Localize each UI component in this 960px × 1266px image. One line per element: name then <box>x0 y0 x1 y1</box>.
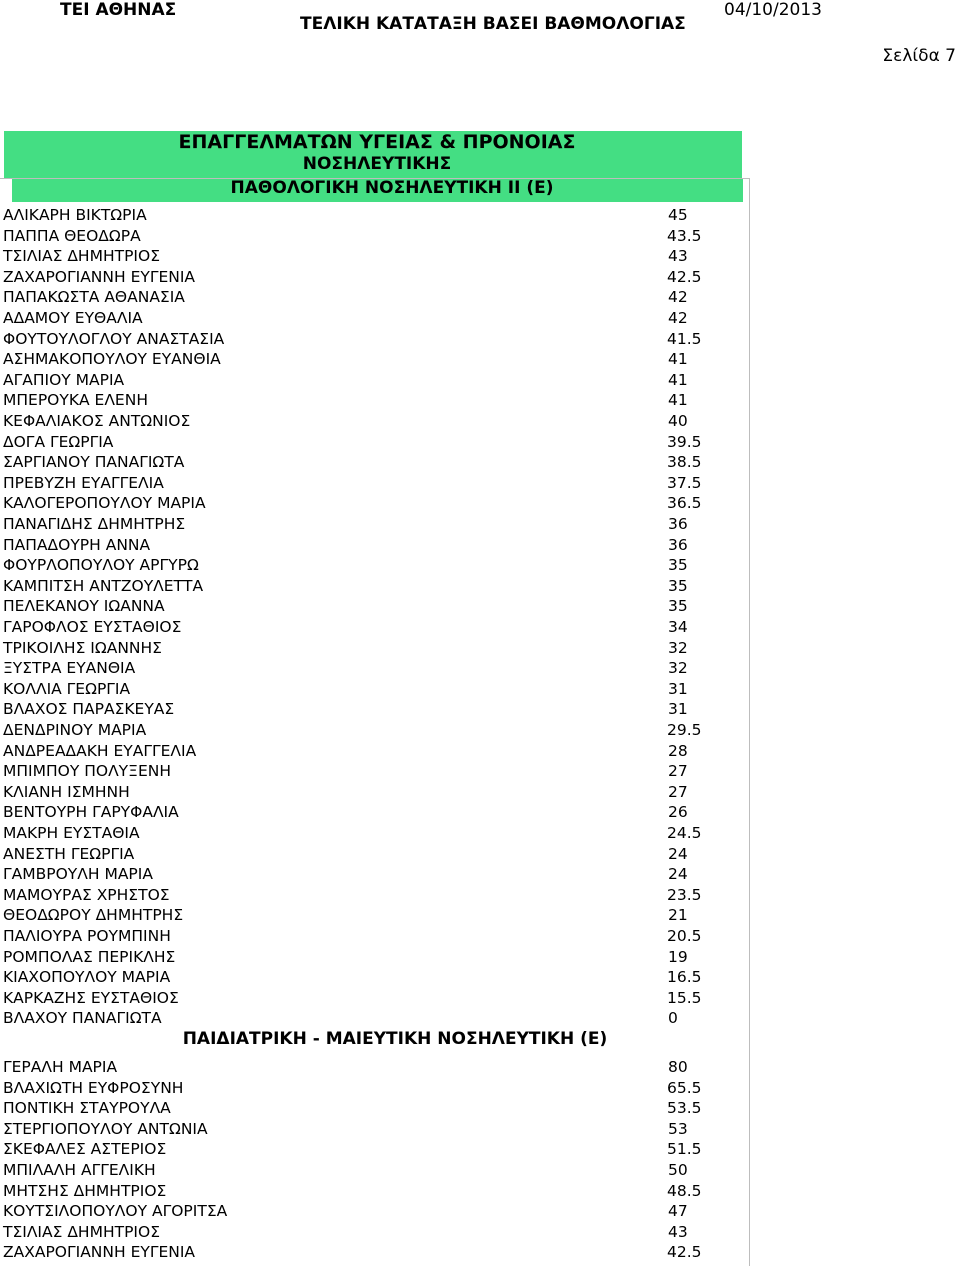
student-score: 35 <box>668 577 688 595</box>
student-score: 32 <box>668 639 688 657</box>
student-score: 21 <box>668 906 688 924</box>
student-name: ΜΗΤΣΗΣ ΔΗΜΗΤΡΙΟΣ <box>3 1182 167 1200</box>
student-score: 34 <box>668 618 688 636</box>
student-name: ΖΑΧΑΡΟΓΙΑΝΝΗ ΕΥΓΕΝΙΑ <box>3 1243 196 1261</box>
table-row <box>0 1099 750 1119</box>
student-score: 35 <box>668 556 688 574</box>
table-row <box>0 206 750 226</box>
student-name: ΓΕΡΑΛΗ ΜΑΡΙΑ <box>3 1058 118 1076</box>
table-row <box>0 680 750 700</box>
student-name: ΚΟΛΛΙΑ ΓΕΩΡΓΙΑ <box>3 680 131 698</box>
student-score: 19 <box>668 948 688 966</box>
student-name: ΣΤΕΡΓΙΟΠΟΥΛΟΥ ΑΝΤΩΝΙΑ <box>3 1120 208 1138</box>
student-name: ΘΕΟΔΩΡΟΥ ΔΗΜΗΤΡΗΣ <box>3 906 184 924</box>
student-name: ΜΠΙΛΑΛΗ ΑΓΓΕΛΙΚΗ <box>3 1161 156 1179</box>
table-row <box>0 494 750 514</box>
student-score: 43 <box>668 247 688 265</box>
student-score: 45 <box>668 206 688 224</box>
student-name: ΑΔΑΜΟΥ ΕΥΘΑΛΙΑ <box>3 309 143 327</box>
student-score: 31 <box>668 700 688 718</box>
student-score: 65.5 <box>667 1079 702 1097</box>
student-score: 32 <box>668 659 688 677</box>
table-row <box>0 474 750 494</box>
table-row <box>0 350 750 370</box>
student-name: ΑΝΔΡΕΑΔΑΚΗ ΕΥΑΓΓΕΛΙΑ <box>3 742 197 760</box>
student-score: 42.5 <box>667 268 702 286</box>
student-score: 47 <box>668 1202 688 1220</box>
table-row <box>0 247 750 267</box>
table-row <box>0 639 750 659</box>
student-name: ΓΑΡΟΦΛΟΣ ΕΥΣΤΑΘΙΟΣ <box>3 618 182 636</box>
student-name: ΠΑΠΑΚΩΣΤΑ ΑΘΑΝΑΣΙΑ <box>3 288 185 306</box>
table-row <box>0 1079 750 1099</box>
student-score: 41.5 <box>667 330 702 348</box>
student-score: 50 <box>668 1161 688 1179</box>
table-row <box>0 268 750 288</box>
student-name: ΦΟΥΡΛΟΠΟΥΛΟΥ ΑΡΓΥΡΩ <box>3 556 199 574</box>
student-name: ΚΙΑΧΟΠΟΥΛΟΥ ΜΑΡΙΑ <box>3 968 171 986</box>
student-score: 51.5 <box>667 1140 702 1158</box>
student-name: ΜΠΕΡΟΥΚΑ ΕΛΕΝΗ <box>3 391 148 409</box>
table-row <box>0 453 750 473</box>
student-score: 27 <box>668 783 688 801</box>
student-name: ΚΕΦΑΛΙΑΚΟΣ ΑΝΤΩΝΙΟΣ <box>3 412 191 430</box>
student-name: ΒΛΑΧΙΩΤΗ ΕΥΦΡΟΣΥΝΗ <box>3 1079 184 1097</box>
table-row <box>0 824 750 844</box>
student-name: ΔΕΝΔΡΙΝΟΥ ΜΑΡΙΑ <box>3 721 147 739</box>
table-row <box>0 1120 750 1140</box>
table-row <box>0 577 750 597</box>
student-score: 43 <box>668 1223 688 1241</box>
faculty-title: ΕΠΑΓΓΕΛΜΑΤΩΝ ΥΓΕΙΑΣ & ΠΡΟΝΟΙΑΣ <box>178 131 576 153</box>
student-name: ΔΟΓΑ ΓΕΩΡΓΙΑ <box>3 433 114 451</box>
student-score: 43.5 <box>667 227 702 245</box>
student-score: 26 <box>668 803 688 821</box>
student-score: 39.5 <box>667 433 702 451</box>
student-name: ΜΠΙΜΠΟΥ ΠΟΛΥΞΕΝΗ <box>3 762 171 780</box>
student-name: ΑΓΑΠΙΟΥ ΜΑΡΙΑ <box>3 371 125 389</box>
student-name: ΣΑΡΓΙΑΝΟΥ ΠΑΝΑΓΙΩΤΑ <box>3 453 185 471</box>
student-score: 41 <box>668 371 688 389</box>
student-score: 41 <box>668 391 688 409</box>
student-score: 80 <box>668 1058 688 1076</box>
student-score: 41 <box>668 350 688 368</box>
student-name: ΒΛΑΧΟΥ ΠΑΝΑΓΙΩΤΑ <box>3 1009 162 1027</box>
student-score: 27 <box>668 762 688 780</box>
table-row <box>0 968 750 988</box>
table-row <box>0 618 750 638</box>
student-name: ΠΑΠΑΔΟΥΡΗ ΑΝΝΑ <box>3 536 151 554</box>
student-name: ΠΕΛΕΚΑΝΟΥ ΙΩΑΝΝΑ <box>3 597 165 615</box>
table-row <box>0 515 750 535</box>
table-row <box>0 1182 750 1202</box>
student-score: 36.5 <box>667 494 702 512</box>
table-row <box>0 721 750 741</box>
student-name: ΚΑΜΠΙΤΣΗ ΑΝΤΖΟΥΛΕΤΤΑ <box>3 577 204 595</box>
student-score: 15.5 <box>667 989 702 1007</box>
table-row <box>0 865 750 885</box>
table-row <box>0 371 750 391</box>
table-row <box>0 700 750 720</box>
table-row <box>0 659 750 679</box>
table-row <box>0 309 750 329</box>
table-row <box>0 433 750 453</box>
report-date: 04/10/2013 <box>724 0 822 20</box>
student-score: 23.5 <box>667 886 702 904</box>
student-score: 53.5 <box>667 1099 702 1117</box>
table-row <box>0 536 750 556</box>
table-row <box>0 1223 750 1243</box>
table-row <box>0 556 750 576</box>
student-score: 48.5 <box>667 1182 702 1200</box>
table-row <box>0 845 750 865</box>
table-row <box>0 1161 750 1181</box>
student-score: 24 <box>668 865 688 883</box>
table-row <box>0 906 750 926</box>
student-score: 0 <box>668 1009 678 1027</box>
page-number: Σελίδα 7 <box>882 46 956 66</box>
student-score: 38.5 <box>667 453 702 471</box>
table-row <box>0 886 750 906</box>
student-score: 31 <box>668 680 688 698</box>
student-name: ΚΛΙΑΝΗ ΙΣΜΗΝΗ <box>3 783 130 801</box>
student-score: 20.5 <box>667 927 702 945</box>
student-score: 29.5 <box>667 721 702 739</box>
table-row <box>0 1009 750 1029</box>
student-score: 36 <box>668 515 688 533</box>
student-name: ΜΑΚΡΗ ΕΥΣΤΑΘΙΑ <box>3 824 140 842</box>
table-row <box>0 948 750 968</box>
table-row <box>0 742 750 762</box>
student-name: ΠΑΠΠΑ ΘΕΟΔΩΡΑ <box>3 227 141 245</box>
student-name: ΤΣΙΛΙΑΣ ΔΗΜΗΤΡΙΟΣ <box>3 1223 160 1241</box>
student-name: ΚΑΛΟΓΕΡΟΠΟΥΛΟΥ ΜΑΡΙΑ <box>3 494 206 512</box>
student-name: ΠΟΝΤΙΚΗ ΣΤΑΥΡΟΥΛΑ <box>3 1099 171 1117</box>
student-name: ΒΕΝΤΟΥΡΗ ΓΑΡΥΦΑΛΙΑ <box>3 803 179 821</box>
table-row <box>0 597 750 617</box>
student-score: 53 <box>668 1120 688 1138</box>
student-name: ΜΑΜΟΥΡΑΣ ΧΡΗΣΤΟΣ <box>3 886 170 904</box>
student-name: ΚΑΡΚΑΖΗΣ ΕΥΣΤΑΘΙΟΣ <box>3 989 179 1007</box>
student-name: ΡΟΜΠΟΛΑΣ ΠΕΡΙΚΛΗΣ <box>3 948 176 966</box>
student-name: ΤΡΙΚΟΙΛΗΣ ΙΩΑΝΝΗΣ <box>3 639 162 657</box>
section-title: ΠΑΙΔΙΑΤΡΙΚΗ - ΜΑΙΕΥΤΙΚΗ ΝΟΣΗΛΕΥΤΙΚΗ (Ε) <box>182 1029 608 1049</box>
table-row <box>0 288 750 308</box>
student-score: 24 <box>668 845 688 863</box>
student-name: ΠΑΛΙΟΥΡΑ ΡΟΥΜΠΙΝΗ <box>3 927 171 945</box>
student-name: ΞΥΣΤΡΑ ΕΥΑΝΘΙΑ <box>3 659 136 677</box>
student-score: 16.5 <box>667 968 702 986</box>
student-name: ΣΚΕΦΑΛΕΣ ΑΣΤΕΡΙΟΣ <box>3 1140 167 1158</box>
student-score: 40 <box>668 412 688 430</box>
table-row <box>0 391 750 411</box>
student-name: ΒΛΑΧΟΣ ΠΑΡΑΣΚΕΥΑΣ <box>3 700 175 718</box>
student-score: 42 <box>668 288 688 306</box>
student-name: ΤΣΙΛΙΑΣ ΔΗΜΗΤΡΙΟΣ <box>3 247 160 265</box>
student-score: 42.5 <box>667 1243 702 1261</box>
table-row <box>0 227 750 247</box>
student-name: ΦΟΥΤΟΥΛΟΓΛΟΥ ΑΝΑΣΤΑΣΙΑ <box>3 330 225 348</box>
student-name: ΠΡΕΒΥΖΗ ΕΥΑΓΓΕΛΙΑ <box>3 474 164 492</box>
table-row <box>0 989 750 1009</box>
table-row <box>0 762 750 782</box>
student-name: ΓΑΜΒΡΟΥΛΗ ΜΑΡΙΑ <box>3 865 153 883</box>
student-name: ΑΣΗΜΑΚΟΠΟΥΛΟΥ ΕΥΑΝΘΙΑ <box>3 350 221 368</box>
table-row <box>0 412 750 432</box>
student-score: 42 <box>668 309 688 327</box>
student-name: ΖΑΧΑΡΟΓΙΑΝΝΗ ΕΥΓΕΝΙΑ <box>3 268 196 286</box>
student-name: ΚΟΥΤΣΙΛΟΠΟΥΛΟΥ ΑΓΟΡΙΤΣΑ <box>3 1202 228 1220</box>
student-score: 35 <box>668 597 688 615</box>
table-row <box>0 1202 750 1222</box>
table-row <box>0 803 750 823</box>
report-title: ΤΕΛΙΚΗ ΚΑΤΑΤΑΞΗ ΒΑΣΕΙ ΒΑΘΜΟΛΟΓΙΑΣ <box>300 14 686 34</box>
student-score: 37.5 <box>667 474 702 492</box>
section-title: ΠΑΘΟΛΟΓΙΚΗ ΝΟΣΗΛΕΥΤΙΚΗ ΙΙ (Ε) <box>230 178 554 198</box>
table-row <box>0 1243 750 1263</box>
institution-name: ΤΕΙ ΑΘΗΝΑΣ <box>60 0 177 20</box>
table-row <box>0 330 750 350</box>
student-name: ΠΑΝΑΓΙΔΗΣ ΔΗΜΗΤΡΗΣ <box>3 515 186 533</box>
student-score: 28 <box>668 742 688 760</box>
table-row <box>0 927 750 947</box>
table-row <box>0 783 750 803</box>
student-name: ΑΛΙΚΑΡΗ ΒΙΚΤΩΡΙΑ <box>3 206 147 224</box>
table-row <box>0 1058 750 1078</box>
department-title: ΝΟΣΗΛΕΥΤΙΚΗΣ <box>302 154 452 174</box>
student-score: 24.5 <box>667 824 702 842</box>
table-row <box>0 1140 750 1160</box>
student-score: 36 <box>668 536 688 554</box>
student-name: ΑΝΕΣΤΗ ΓΕΩΡΓΙΑ <box>3 845 135 863</box>
